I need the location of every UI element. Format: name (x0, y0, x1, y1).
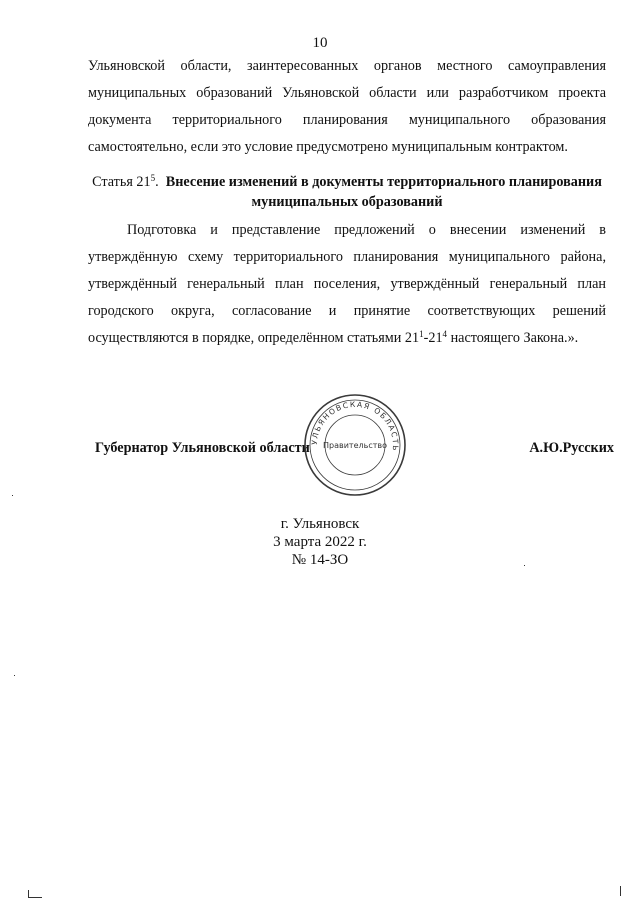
place-date-block (0, 515, 640, 569)
paragraph-main-text: Подготовка и представление предложений о внесении изменений в утверждённую схему территориального планирования муниципального района, утверждённый генеральный план поселения, утверждённый генеральный план городского округа, согласование и принятие соответствующих решений осуществляются в порядке, определённом статьями 21 (88, 222, 606, 346)
seal-ring-text: УЛЬЯНОВСКАЯ ОБЛАСТЬ (309, 399, 401, 453)
scan-speck (12, 495, 13, 496)
article-prefix: Статья 21 (92, 174, 151, 190)
paragraph-main-ending: настоящего Закона.». (447, 330, 579, 346)
seal-center-text: Правительство (323, 441, 387, 450)
law-number: № 14-ЗО (291, 552, 349, 568)
place: г. Ульяновск (280, 516, 360, 532)
scan-mark (620, 886, 621, 896)
scan-speck (524, 565, 525, 566)
page-number: 10 (312, 35, 328, 51)
scan-mark (28, 897, 42, 898)
article-title: Внесение изменений в документы территориального планирования муниципальных образований (165, 174, 602, 210)
signatory-name: А.Ю.Русских (529, 440, 614, 456)
signatory-position: Губернатор Ульяновской области (95, 440, 310, 456)
article-ref-to-sup: 4 (442, 329, 448, 339)
article-ref-dash: -21 (423, 330, 443, 346)
scan-speck (14, 675, 15, 676)
article-dot: . (155, 174, 159, 190)
article-ref-from-sup: 1 (419, 329, 424, 339)
paragraph-main (88, 217, 606, 352)
official-seal (300, 390, 410, 500)
date: 3 марта 2022 г. (273, 534, 367, 550)
article-superscript: 5 (150, 173, 156, 183)
paragraph-top: Ульяновской области, заинтересованных органов местного самоуправления муниципальных образований Ульяновской области или разработчиком проекта документа территориального планирования муниципального образования самостоятельно, если это условие предусмотрено муниципальным контрактом. (88, 58, 606, 155)
article-heading (88, 172, 606, 212)
